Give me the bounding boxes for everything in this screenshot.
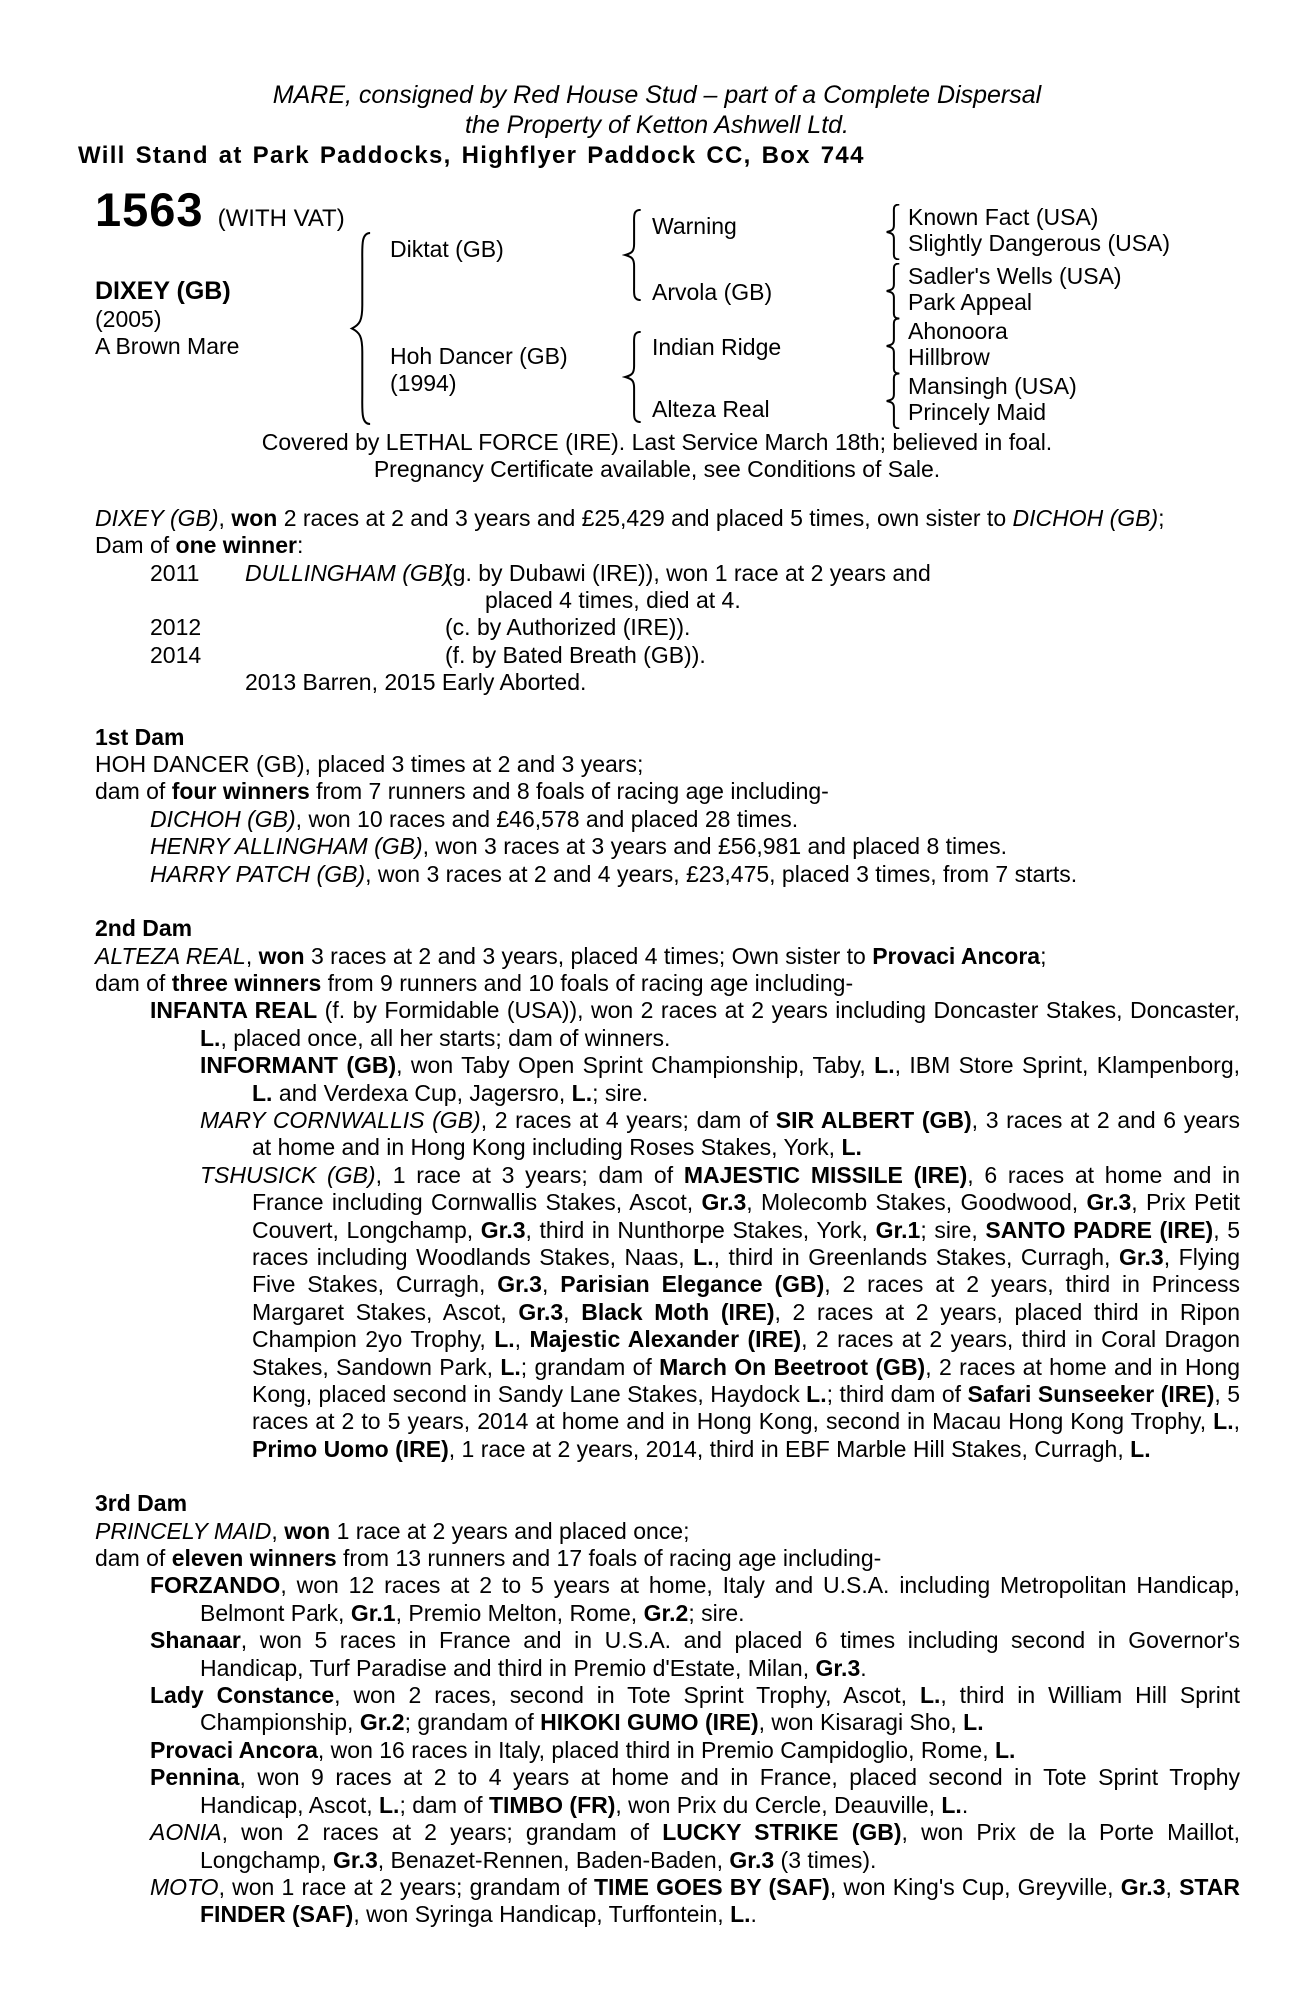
text-segment: , 2 races at 2 years, placed third in Ripon Champion 2yo Trophy, xyxy=(252,1298,1240,1353)
text-segment: LUCKY STRIKE (GB) xyxy=(662,1819,902,1846)
text-segment: , 3 races at 2 and 6 years at home and in Hong Kong including Roses Stakes, York, xyxy=(252,1106,1240,1161)
text-segment: , xyxy=(563,1298,582,1325)
text-segment: L. xyxy=(841,1134,862,1161)
text-segment: , xyxy=(514,1326,530,1353)
produce-description xyxy=(445,642,982,669)
section-title: 1st Dam xyxy=(95,723,185,750)
text-segment: ; third dam of xyxy=(826,1381,968,1407)
text-segment: , placed once, all her starts; dam of winners. xyxy=(220,1024,671,1051)
text-segment: L. xyxy=(379,1791,400,1818)
text-segment: , won 16 races in Italy, placed third in Premio Campidoglio, Rome, xyxy=(317,1736,995,1763)
text-segment: HENRY ALLINGHAM (GB) xyxy=(150,833,423,860)
text-segment: dam of xyxy=(95,1545,172,1572)
text-segment: (g. by Dubawi (IRE)), won 1 race at 2 years and placed 4 times, died at 4. xyxy=(445,559,931,614)
pedigree-block xyxy=(0,171,1314,429)
progeny-entry xyxy=(95,1764,1240,1819)
text-segment: L. xyxy=(963,1709,984,1736)
dam-of-line xyxy=(95,532,1240,559)
progeny-entry xyxy=(95,806,1240,833)
pregnancy-line: Pregnancy Certificate available, see Conditions of Sale. xyxy=(373,456,941,483)
sire-sire-dam: Slightly Dangerous (USA) xyxy=(908,230,1171,256)
text-segment: ; dam of xyxy=(399,1791,489,1818)
vat-note: (WITH VAT) xyxy=(217,205,345,232)
section-2nd-dam xyxy=(95,915,1240,1463)
text-segment: , third in William Hill Sprint Championship, xyxy=(200,1682,1241,1736)
progeny-entry xyxy=(95,1874,1240,1929)
text-segment: L. xyxy=(995,1736,1016,1763)
text-segment: ; sire. xyxy=(592,1079,649,1106)
dam-year: (1994) xyxy=(390,370,457,397)
text-segment: ; grandam of xyxy=(404,1709,541,1736)
text-segment: AONIA xyxy=(150,1819,222,1846)
text-segment: , won 2 races, second in Tote Sprint Trophy, Ascot, xyxy=(334,1682,920,1709)
catalogue-body xyxy=(0,505,1314,1929)
text-segment: Gr.1 xyxy=(350,1599,396,1626)
produce-row xyxy=(95,642,1240,669)
mare-record-paragraph xyxy=(95,505,1240,532)
horse-description: A Brown Mare xyxy=(95,333,240,359)
text-segment: DULLINGHAM (GB) xyxy=(245,559,451,586)
text-segment: L. xyxy=(1213,1408,1234,1435)
produce-year: 2014 xyxy=(150,641,202,668)
produce-row xyxy=(95,560,1240,615)
text-segment: L. xyxy=(806,1381,827,1407)
text-segment: : xyxy=(296,532,304,559)
text-segment: Gr.3 xyxy=(480,1216,526,1243)
text-segment: from 9 runners and 10 foals of racing age including- xyxy=(321,969,854,996)
text-segment: , xyxy=(218,504,232,531)
progeny-entry xyxy=(95,861,1240,888)
progeny-entry xyxy=(95,1107,1240,1162)
sire-name: Diktat (GB) xyxy=(390,236,504,262)
text-segment: MARY CORNWALLIS (GB) xyxy=(200,1106,481,1133)
progeny-entry xyxy=(95,1737,1240,1764)
text-segment: , IBM Store Sprint, Klampenborg, xyxy=(894,1052,1240,1079)
dam-produce-summary xyxy=(95,1545,1240,1572)
text-segment: , won 2 races at 2 years; grandam of xyxy=(221,1819,663,1846)
text-segment: , Molecomb Stakes, Goodwood, xyxy=(746,1189,1087,1216)
text-segment: Gr.2 xyxy=(359,1709,405,1736)
text-segment: STAR FINDER (SAF) xyxy=(200,1873,1240,1928)
text-segment: INFORMANT (GB) xyxy=(200,1052,397,1079)
horse-name: DIXEY (GB) xyxy=(95,277,231,305)
text-segment: . xyxy=(961,1791,969,1818)
text-segment: Gr.3 xyxy=(1118,1243,1164,1270)
progeny-entry xyxy=(95,1819,1240,1874)
text-segment: from 13 runners and 17 foals of racing age including- xyxy=(336,1545,882,1572)
progeny-entry xyxy=(95,833,1240,860)
text-segment: , won 3 races at 3 years and £56,981 and placed 8 times. xyxy=(422,833,1007,860)
pedigree-brace-g4 xyxy=(884,373,902,429)
text-segment: , third in Greenlands Stakes, Curragh, xyxy=(713,1243,1119,1270)
text-segment: four winners xyxy=(171,778,310,805)
text-segment: , won Syringa Handicap, Turffontein, xyxy=(353,1901,731,1928)
page-header xyxy=(0,0,1314,171)
text-segment: one winner xyxy=(175,532,297,559)
text-segment: 1 race at 2 years and placed once; xyxy=(330,1517,690,1544)
text-segment: Lady Constance xyxy=(150,1682,335,1709)
pedigree-brace-g3 xyxy=(884,318,902,374)
text-segment: , 2 races at 2 years, third in Princess Margaret Stakes, Ascot, xyxy=(252,1271,1240,1325)
text-segment: (3 times). xyxy=(774,1846,877,1873)
text-segment: March On Beetroot (GB) xyxy=(659,1353,926,1380)
text-segment: (f. by Bated Breath (GB)). xyxy=(445,641,706,668)
text-segment: Dam of xyxy=(95,532,176,559)
text-segment: , Flying Five Stakes, Curragh, xyxy=(252,1243,1240,1298)
section-title: 3rd Dam xyxy=(95,1490,188,1517)
dam-name xyxy=(390,343,568,398)
pedigree-brace-gen1 xyxy=(348,231,374,426)
lot-number xyxy=(95,183,345,236)
text-segment: L. xyxy=(941,1791,962,1818)
text-segment: ; xyxy=(1158,504,1165,531)
produce-year: 2011 xyxy=(150,559,200,586)
progeny-entry xyxy=(95,1162,1240,1463)
text-segment: L. xyxy=(500,1353,521,1380)
text-segment: SANTO PADRE (IRE) xyxy=(985,1216,1214,1243)
text-segment: , won 1 race at 2 years; grandam of xyxy=(218,1873,594,1900)
text-segment: ; grandam of xyxy=(520,1353,660,1380)
text-segment: dam of xyxy=(95,969,172,996)
text-segment: Pennina xyxy=(150,1764,240,1791)
text-segment: from 7 runners and 8 foals of racing age including- xyxy=(309,778,829,805)
text-segment: L. xyxy=(1130,1435,1151,1462)
text-segment: L. xyxy=(874,1052,895,1079)
text-segment: Gr.3 xyxy=(332,1846,378,1873)
text-segment: , Prix Petit Couvert, Longchamp, xyxy=(252,1189,1240,1243)
text-segment: L. xyxy=(252,1079,273,1106)
text-segment: Gr.3 xyxy=(1120,1873,1166,1900)
text-segment: , 5 races at 2 to 5 years, 2014 at home and in Hong Kong, second in Macau Hong Kong Trophy, xyxy=(252,1381,1240,1435)
sire-dam-dam: Park Appeal xyxy=(908,289,1033,315)
text-segment: FORZANDO xyxy=(150,1572,281,1599)
lot-number-value: 1563 xyxy=(95,183,204,236)
text-segment: , 6 races at home and in France including Cornwallis Stakes, Ascot, xyxy=(252,1161,1241,1216)
text-segment: , 1 race at 2 years, 2014, third in EBF Marble Hill Stakes, Curragh, xyxy=(448,1435,1131,1462)
text-segment: ; sire, xyxy=(920,1216,986,1243)
text-segment: PRINCELY MAID xyxy=(95,1517,272,1544)
section-1st-dam xyxy=(95,724,1240,888)
dam-record xyxy=(95,943,1240,970)
consignor-line: MARE, consigned by Red House Stud – part of a Complete Dispersal xyxy=(272,81,1042,109)
sire-sire-name: Warning xyxy=(652,213,737,239)
text-segment: , xyxy=(245,942,259,969)
race-record xyxy=(95,505,1240,697)
text-segment: L. xyxy=(730,1901,751,1928)
dam-produce-summary xyxy=(95,970,1240,997)
text-segment: , won Prix du Cercle, Deauville, xyxy=(615,1791,942,1818)
dam-record xyxy=(95,751,1240,778)
foaling-year: (2005) xyxy=(95,306,162,332)
text-segment: DIXEY (GB) xyxy=(95,504,219,531)
pedigree-brace-g2 xyxy=(884,263,902,319)
text-segment: MAJESTIC MISSILE (IRE) xyxy=(683,1161,968,1188)
dam-name-line1: Hoh Dancer (GB) xyxy=(390,343,568,369)
progeny-entry xyxy=(95,1682,1240,1737)
text-segment: L. xyxy=(200,1024,221,1051)
text-segment: , won 5 races in France and in U.S.A. and placed 6 times including second in Governor's Handicap, Turf Paradise and third in Premio d'Estate, Milan, xyxy=(200,1627,1240,1681)
text-segment: , won 3 races at 2 and 4 years, £23,475, placed 3 times, from 7 starts. xyxy=(365,860,1078,887)
text-segment: , 2 races at 4 years; dam of xyxy=(480,1106,776,1133)
text-segment: , won Taby Open Sprint Championship, Taby, xyxy=(396,1052,875,1079)
text-segment: , won King's Cup, Greyville, xyxy=(829,1873,1121,1900)
barren-note: 2013 Barren, 2015 Early Aborted. xyxy=(245,669,587,696)
text-segment: , won Kisaragi Sho, xyxy=(758,1709,964,1736)
dam-dam-name: Alteza Real xyxy=(652,396,770,422)
progeny-entry xyxy=(95,997,1240,1052)
text-segment: Gr.3 xyxy=(497,1271,542,1298)
text-segment: SIR ALBERT (GB) xyxy=(775,1106,972,1133)
text-segment: ALTEZA REAL xyxy=(95,942,246,969)
progeny-entry xyxy=(95,1052,1240,1107)
text-segment: , won 10 races and £46,578 and placed 28 times. xyxy=(295,805,799,832)
pedigree-brace-g1 xyxy=(884,204,902,260)
text-segment: TIME GOES BY (SAF) xyxy=(593,1873,830,1900)
text-segment: Gr.3 xyxy=(701,1189,747,1216)
text-segment: , xyxy=(1165,1873,1180,1900)
text-segment: HARRY PATCH (GB) xyxy=(150,860,366,887)
text-segment: . xyxy=(860,1654,867,1681)
text-segment: , Benazet-Rennen, Baden-Baden, xyxy=(377,1846,730,1873)
section-title: 2nd Dam xyxy=(95,915,193,942)
text-segment: , xyxy=(541,1271,561,1298)
pedigree-brace-dam xyxy=(622,331,644,423)
text-segment: DICHOH (GB) xyxy=(150,805,296,832)
text-segment: , won Prix de la Porte Maillot, Longchamp, xyxy=(200,1819,1240,1873)
text-segment: Majestic Alexander (IRE) xyxy=(529,1326,802,1353)
dam-sire-dam: Hillbrow xyxy=(908,344,990,370)
text-segment: ; xyxy=(1040,942,1047,969)
property-line: the Property of Ketton Ashwell Ltd. xyxy=(464,111,849,139)
text-segment: , 2 races at 2 years, third in Coral Dragon Stakes, Sandown Park, xyxy=(252,1326,1240,1380)
text-segment: L. xyxy=(919,1682,941,1709)
stand-location-line: Will Stand at Park Paddocks, Highflyer Paddock CC, Box 744 xyxy=(78,142,865,169)
text-segment: TIMBO (FR) xyxy=(488,1791,616,1818)
text-segment: (c. by Authorized (IRE)). xyxy=(445,614,691,641)
text-segment: eleven winners xyxy=(171,1545,337,1572)
covering-statement xyxy=(0,429,1314,484)
text-segment: Gr.3 xyxy=(1086,1189,1132,1216)
text-segment: 3 races at 2 and 3 years, placed 4 times; Own sister to xyxy=(304,942,873,969)
text-segment: and Verdexa Cup, Jagersro, xyxy=(272,1079,572,1106)
produce-description xyxy=(445,614,982,641)
dam-dam-sire: Mansingh (USA) xyxy=(908,373,1077,399)
text-segment: DICHOH (GB) xyxy=(1012,504,1159,531)
text-segment: Gr.1 xyxy=(875,1216,921,1243)
pedigree-brace-sire xyxy=(622,209,644,301)
produce-description xyxy=(445,560,982,615)
progeny-entry xyxy=(95,1627,1240,1682)
text-segment: HOH DANCER (GB), placed 3 times at 2 and 3 years; xyxy=(95,751,644,778)
dam-produce-summary xyxy=(95,778,1240,805)
produce-name xyxy=(245,560,451,587)
text-segment: HIKOKI GUMO (IRE) xyxy=(540,1709,759,1736)
text-segment: TSHUSICK (GB) xyxy=(200,1161,376,1188)
text-segment: Primo Uomo (IRE) xyxy=(252,1435,449,1462)
text-segment: Gr.2 xyxy=(643,1599,689,1626)
sire-dam-name: Arvola (GB) xyxy=(652,279,773,305)
text-segment: Provaci Ancora xyxy=(872,942,1041,969)
text-segment: , 5 races including Woodlands Stakes, Naas, xyxy=(252,1216,1241,1270)
sire-sire-sire: Known Fact (USA) xyxy=(908,204,1099,230)
progeny-entry xyxy=(95,1572,1240,1627)
text-segment: INFANTA REAL xyxy=(150,997,318,1024)
dam-record xyxy=(95,1518,1240,1545)
text-segment: Parisian Elegance (GB) xyxy=(560,1271,825,1298)
text-segment: L. xyxy=(693,1243,714,1270)
text-segment: won xyxy=(231,504,278,531)
dam-sire-name: Indian Ridge xyxy=(652,334,782,360)
covering-line: Covered by LETHAL FORCE (IRE). Last Service March 18th; believed in foal. xyxy=(261,429,1053,455)
text-segment: , won 12 races at 2 to 5 years at home, Italy and U.S.A. including Metropolitan Handicap, Belmont Park, xyxy=(200,1572,1240,1626)
sire-dam-sire: Sadler's Wells (USA) xyxy=(908,263,1122,289)
text-segment: won xyxy=(258,942,305,969)
text-segment: , won 9 races at 2 to 4 years at home and in France, placed second in Tote Sprint Trophy Handicap, Ascot, xyxy=(200,1764,1240,1818)
text-segment: Black Moth (IRE) xyxy=(581,1298,775,1325)
text-segment: (f. by Formidable (USA)), won 2 races at 2 years including Doncaster Stakes, Doncaster, xyxy=(317,997,1240,1024)
text-segment: , xyxy=(1233,1408,1240,1435)
text-segment: . xyxy=(750,1901,757,1928)
text-segment: 2 races at 2 and 3 years and £25,429 and placed 5 times, own sister to xyxy=(277,504,1013,531)
text-segment: L. xyxy=(571,1079,593,1106)
text-segment: , 1 race at 3 years; dam of xyxy=(375,1161,684,1188)
text-segment: Gr.3 xyxy=(518,1298,564,1325)
text-segment: , Premio Melton, Rome, xyxy=(395,1599,644,1626)
text-segment: Gr.3 xyxy=(729,1846,775,1873)
text-segment: three winners xyxy=(171,969,322,996)
text-segment: , third in Nunthorpe Stakes, York, xyxy=(525,1216,876,1243)
text-segment: L. xyxy=(494,1326,515,1353)
text-segment: won xyxy=(284,1517,331,1544)
text-segment: ; sire. xyxy=(688,1599,745,1626)
dam-dam-dam: Princely Maid xyxy=(908,399,1047,425)
text-segment: , xyxy=(271,1517,285,1544)
text-segment: Provaci Ancora xyxy=(150,1736,318,1763)
text-segment: dam of xyxy=(95,778,172,805)
dam-sire-sire: Ahonoora xyxy=(908,318,1008,344)
text-segment: Shanaar xyxy=(150,1627,241,1654)
produce-year: 2012 xyxy=(150,614,202,641)
produce-row xyxy=(95,614,1240,641)
text-segment: Gr.3 xyxy=(815,1654,861,1681)
section-3rd-dam xyxy=(95,1490,1240,1929)
text-segment: Safari Sunseeker (IRE) xyxy=(967,1381,1215,1407)
text-segment: MOTO xyxy=(150,1873,219,1900)
text-segment: , 2 races at home and in Hong Kong, placed second in Sandy Lane Stakes, Haydock xyxy=(252,1353,1240,1407)
